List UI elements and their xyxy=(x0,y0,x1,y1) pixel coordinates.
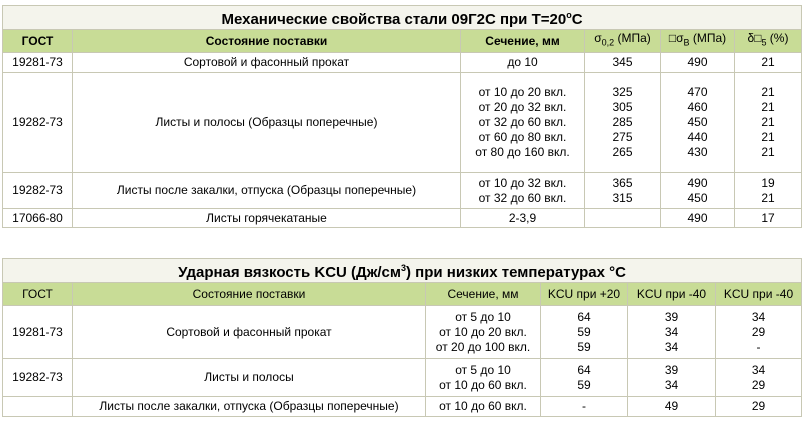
table-row xyxy=(3,359,802,397)
kcu20-cell xyxy=(541,306,628,359)
header-kcu-plus20: KCU при +20 xyxy=(541,283,628,306)
kcu20-cell xyxy=(541,397,628,417)
sb-cell-value: 450 xyxy=(687,115,708,129)
section-cell-value: от 32 до 60 вкл. xyxy=(478,115,567,129)
d5-cell-value: 21 xyxy=(761,85,775,99)
header-section: Сечение, мм xyxy=(426,283,541,306)
mechanical-properties-title: Механические свойства стали 09Г2С при $Т=20^oC$ xyxy=(3,6,802,30)
section-cell-value: от 10 до 60 вкл. xyxy=(439,399,527,413)
kcu40b-cell xyxy=(716,306,802,359)
s02-cell-value: 285 xyxy=(612,115,633,129)
header-state: Состояние поставки xyxy=(73,283,426,306)
table-row xyxy=(3,53,802,73)
d5-cell-value: 17 xyxy=(761,210,775,225)
gost-cell: 17066-80 xyxy=(3,209,73,228)
table-row xyxy=(3,209,802,228)
section-cell-value: от 5 до 10 xyxy=(455,309,511,324)
s02-cell-value: 345 xyxy=(612,55,633,69)
section-cell xyxy=(426,397,541,417)
sb-cell-value: 440 xyxy=(687,130,708,144)
section-cell-value: от 80 до 160 вкл. xyxy=(475,145,570,159)
kcu40a-cell-value: 34 xyxy=(664,324,679,339)
sb-cell-value: 490 xyxy=(687,55,708,69)
d5-cell-value: 19 xyxy=(761,175,775,190)
header-elongation: $\delta□_5$ (%) xyxy=(735,30,802,53)
section-cell-value: от 20 до 100 вкл. xyxy=(435,339,531,354)
mechanical-properties-body xyxy=(3,53,802,228)
section-cell-value: от 32 до 60 вкл. xyxy=(478,190,567,205)
section-cell-value: от 10 до 20 вкл. xyxy=(439,324,527,339)
gost-cell: 19282-73 xyxy=(3,173,73,209)
sb-cell-value: 470 xyxy=(687,85,708,99)
header-tensile-strength: $□\sigma_B$ (МПа) xyxy=(661,30,735,53)
section-cell xyxy=(426,359,541,397)
s02-cell-value: 365 xyxy=(612,175,633,190)
kcu40a-cell xyxy=(628,397,716,417)
kcu20-cell-value: 64 xyxy=(577,309,591,324)
state-cell: Листы горячекатаные xyxy=(73,209,461,228)
state-cell: Листы после закалки, отпуска (Образцы поперечные) xyxy=(73,397,426,417)
section-cell xyxy=(461,173,585,209)
kcu40b-cell xyxy=(716,397,802,417)
state-cell: Листы и полосы xyxy=(73,359,426,397)
kcu20-cell-value: - xyxy=(582,399,586,413)
s02-cell-value xyxy=(588,211,657,226)
section-cell-value: от 10 до 60 вкл. xyxy=(439,377,527,392)
kcu40b-cell-value: 29 xyxy=(751,399,766,413)
section-cell-value: от 10 до 20 вкл. xyxy=(478,85,567,99)
sb-cell-value: 490 xyxy=(687,175,708,190)
s02-cell-value: 305 xyxy=(612,100,633,114)
section-cell-value: от 60 до 80 вкл. xyxy=(478,130,567,144)
d5-cell-value: 21 xyxy=(761,145,775,159)
gost-cell xyxy=(3,397,73,417)
sb-cell xyxy=(661,173,735,209)
header-kcu-minus40-2: KCU при -40 xyxy=(716,283,802,306)
section-cell xyxy=(426,306,541,359)
header-gost: ГОСТ xyxy=(3,30,73,53)
sb-cell xyxy=(661,53,735,73)
s02-cell xyxy=(585,209,661,228)
table-row xyxy=(3,397,802,417)
s02-cell-value: 275 xyxy=(612,130,633,144)
kcu40a-cell-value: 39 xyxy=(664,362,679,377)
s02-cell xyxy=(585,73,661,173)
d5-cell xyxy=(735,209,802,228)
gost-cell: 19282-73 xyxy=(3,359,73,397)
kcu40a-cell-value: 49 xyxy=(664,399,679,413)
kcu40b-cell-value: 34 xyxy=(751,362,766,377)
gost-cell: 19281-73 xyxy=(3,306,73,359)
s02-cell-value: 325 xyxy=(612,85,633,99)
kcu40b-cell-value: 34 xyxy=(751,309,766,324)
s02-cell xyxy=(585,53,661,73)
section-cell-value: до 10 xyxy=(507,55,538,69)
state-cell: Листы и полосы (Образцы поперечные) xyxy=(73,73,461,173)
state-cell: Листы после закалки, отпуска (Образцы поперечные) xyxy=(73,173,461,209)
sb-cell xyxy=(661,209,735,228)
d5-cell-value: 21 xyxy=(761,130,775,144)
header-kcu-minus40: KCU при -40 xyxy=(628,283,716,306)
mechanical-properties-table xyxy=(2,5,802,228)
d5-cell xyxy=(735,53,802,73)
impact-toughness-table xyxy=(2,258,802,417)
header-yield-strength: $\sigma_{0,2}$ (МПа) xyxy=(585,30,661,53)
table-row xyxy=(3,73,802,173)
kcu40b-cell-value: 29 xyxy=(751,377,766,392)
section-cell-value: от 5 до 10 xyxy=(455,362,511,377)
header-state: Состояние поставки xyxy=(73,30,461,53)
section-cell xyxy=(461,209,585,228)
table-row xyxy=(3,173,802,209)
state-cell: Сортовой и фасонный прокат xyxy=(73,306,426,359)
d5-cell xyxy=(735,73,802,173)
s02-cell xyxy=(585,173,661,209)
kcu40b-cell-value: 29 xyxy=(751,324,766,339)
sb-cell xyxy=(661,73,735,173)
table-row xyxy=(3,306,802,359)
gost-cell: 19281-73 xyxy=(3,53,73,73)
kcu40a-cell-value: 34 xyxy=(664,339,679,354)
kcu40b-cell xyxy=(716,359,802,397)
kcu40a-cell xyxy=(628,359,716,397)
d5-cell xyxy=(735,173,802,209)
header-section: Сечение, мм xyxy=(461,30,585,53)
section-cell-value: 2-3,9 xyxy=(508,210,537,225)
d5-cell-value: 21 xyxy=(761,55,775,69)
header-gost: ГОСТ xyxy=(3,283,73,306)
s02-cell-value: 315 xyxy=(612,190,633,205)
sb-cell-value: 490 xyxy=(687,210,708,225)
section-cell-value: от 10 до 32 вкл. xyxy=(478,175,567,190)
section-cell xyxy=(461,73,585,173)
kcu40b-cell-value: - xyxy=(756,339,761,354)
d5-cell-value: 21 xyxy=(761,190,775,205)
gost-cell: 19282-73 xyxy=(3,73,73,173)
kcu20-cell-value: 64 xyxy=(577,362,591,377)
section-cell-value: от 20 до 32 вкл. xyxy=(478,100,567,114)
sb-cell-value: 430 xyxy=(687,145,708,159)
sb-cell-value: 460 xyxy=(687,100,708,114)
kcu20-cell-value: 59 xyxy=(577,324,591,339)
d5-cell-value: 21 xyxy=(761,115,775,129)
impact-toughness-body xyxy=(3,306,802,417)
section-cell xyxy=(461,53,585,73)
kcu40a-cell-value: 39 xyxy=(664,309,679,324)
sb-cell-value: 450 xyxy=(687,190,708,205)
kcu40a-cell-value: 34 xyxy=(664,377,679,392)
impact-toughness-title: Ударная вязкость KCU $(Дж/см^3)$ при низких температурах °С xyxy=(3,259,802,283)
kcu20-cell xyxy=(541,359,628,397)
kcu20-cell-value: 59 xyxy=(577,377,591,392)
kcu20-cell-value: 59 xyxy=(577,339,591,354)
d5-cell-value: 21 xyxy=(761,100,775,114)
s02-cell-value: 265 xyxy=(612,145,633,159)
kcu40a-cell xyxy=(628,306,716,359)
state-cell: Сортовой и фасонный прокат xyxy=(73,53,461,73)
